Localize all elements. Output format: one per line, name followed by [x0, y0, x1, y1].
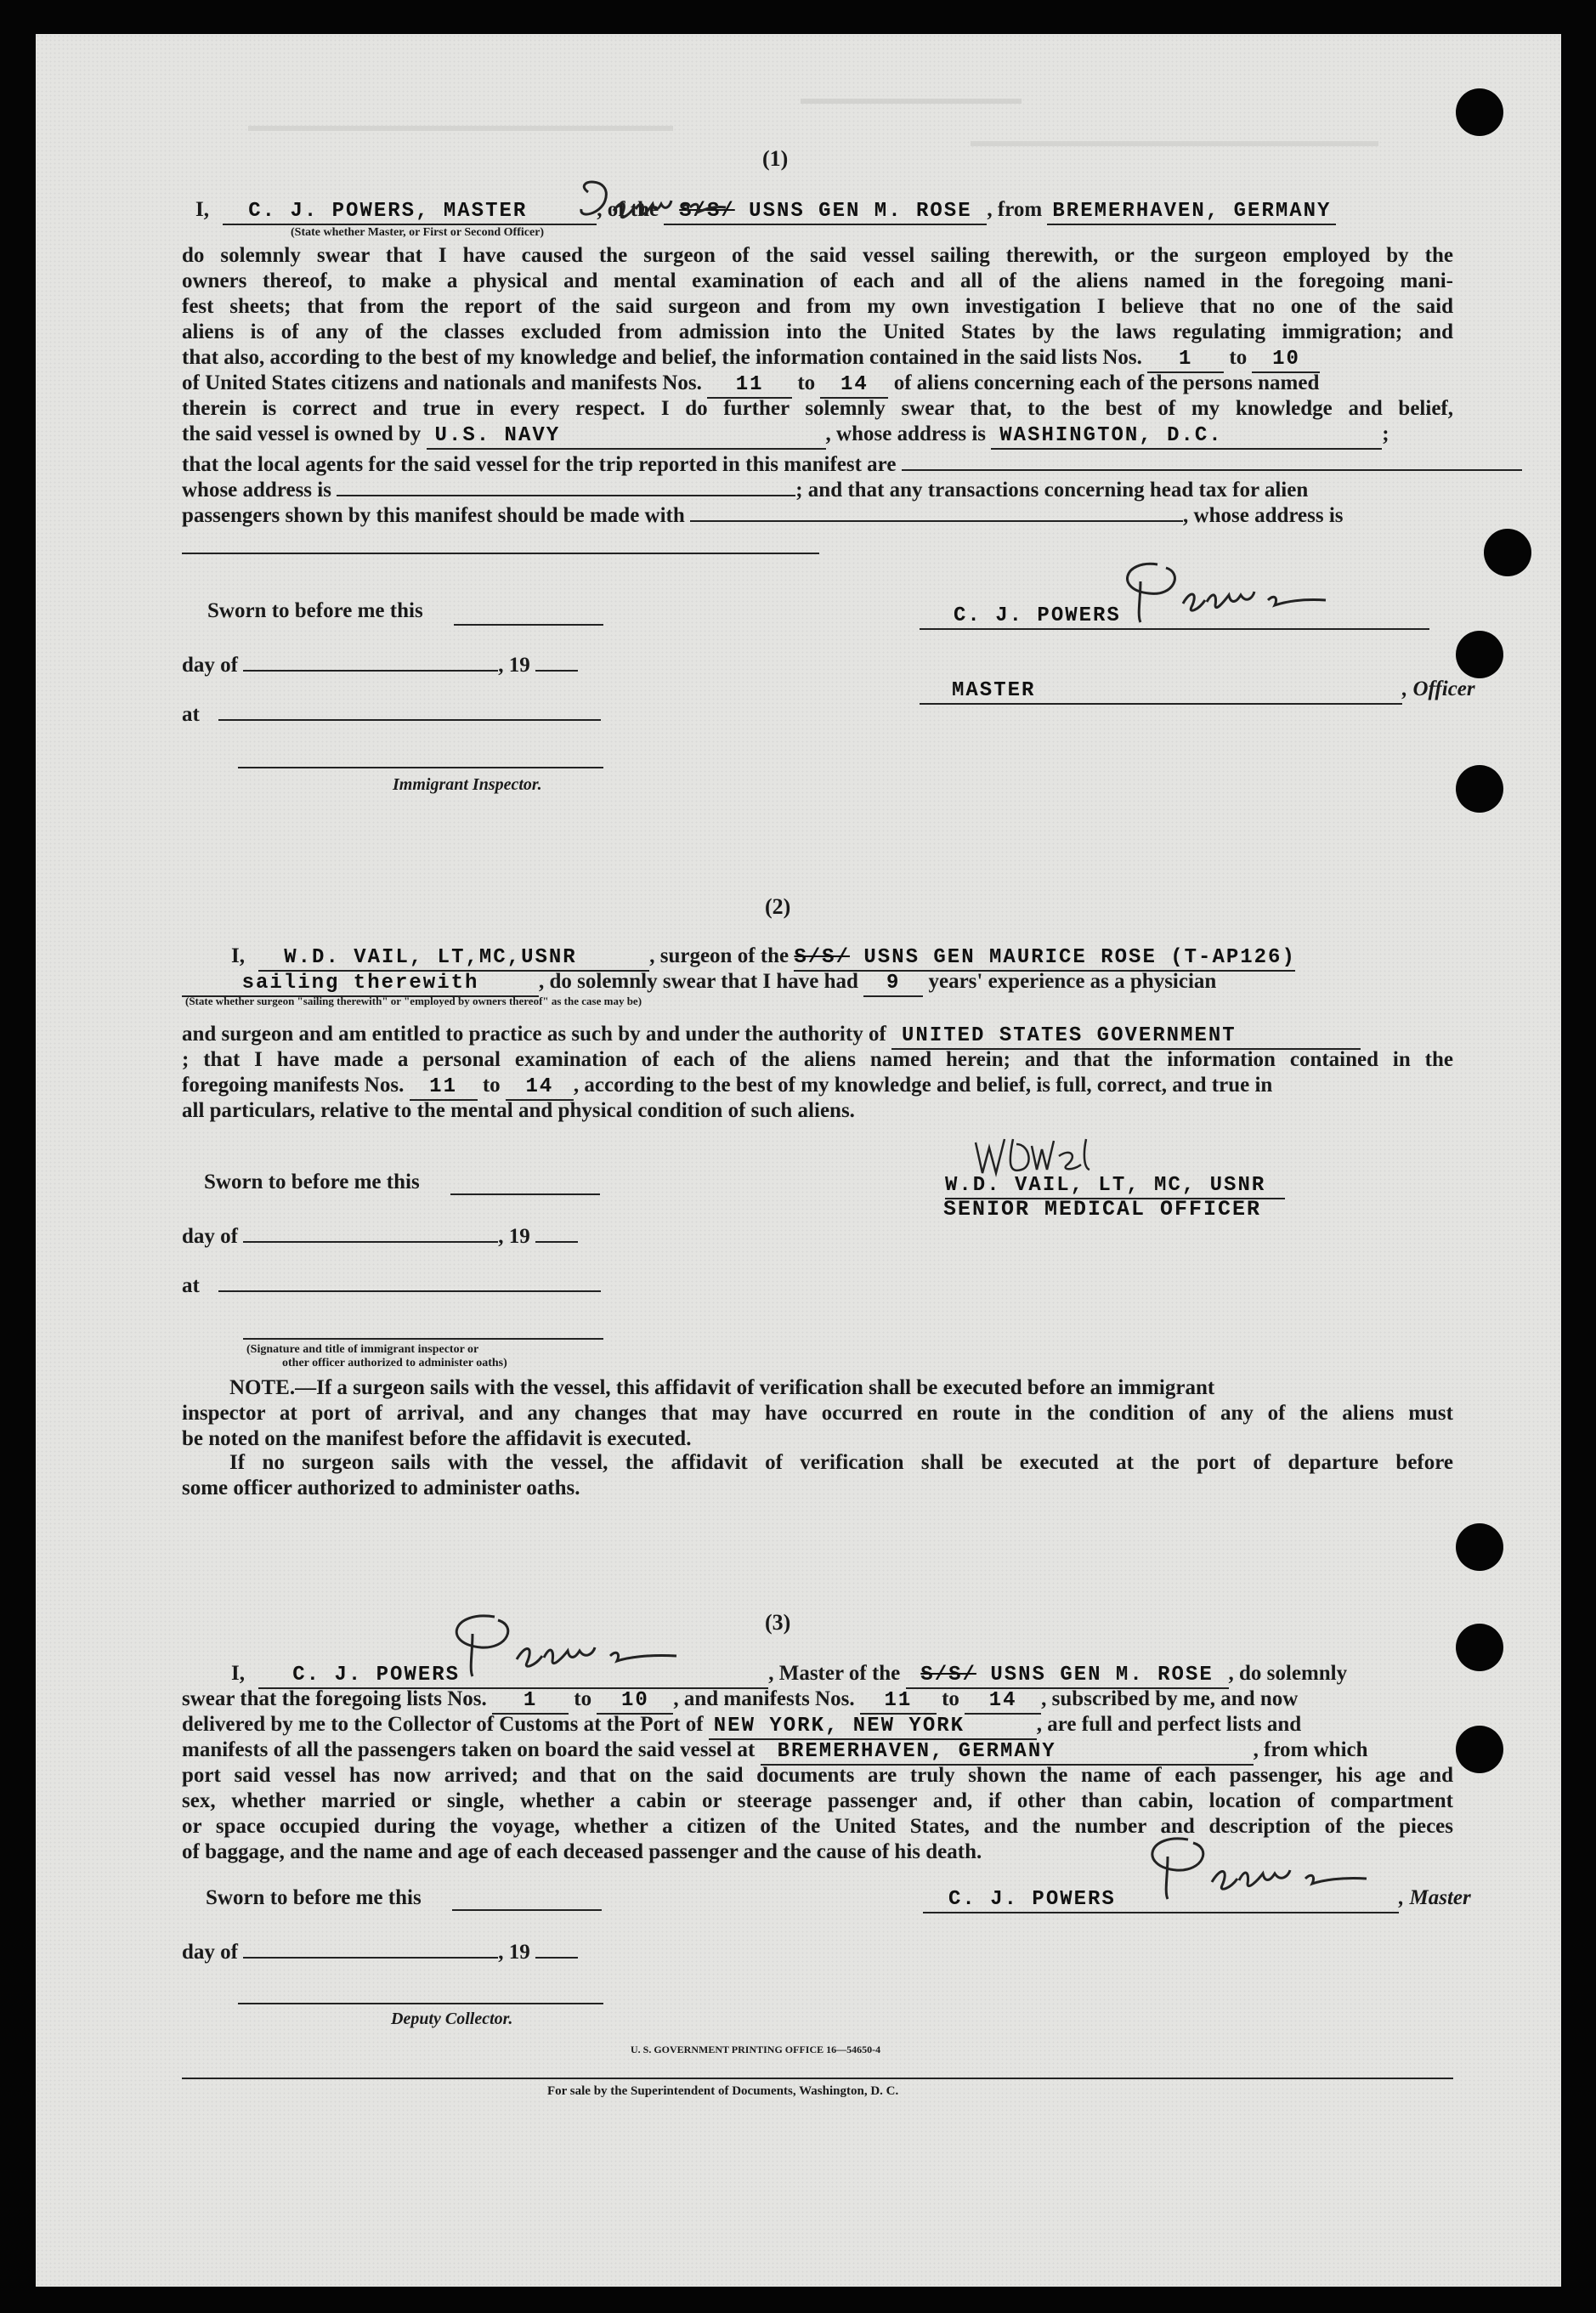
- master-title: MASTER: [920, 679, 1402, 705]
- years-field: 9: [863, 972, 923, 997]
- day-of-field: [243, 1933, 498, 1959]
- punch-hole: [1456, 1726, 1503, 1773]
- master3-signature-block: C. J. POWERS , Master: [923, 1884, 1471, 1913]
- surgeon-name-field: W.D. VAIL, LT,MC,USNR: [258, 946, 649, 972]
- oath1-intro: I, C. J. POWERS, MASTER , of the S/S/ USNS GEN M. ROSE , from BREMERHAVEN, GERMANY: [195, 196, 1336, 225]
- at-line: at: [182, 1267, 601, 1301]
- lists3-from-field: 1: [492, 1689, 569, 1715]
- master3-signature-name: C. J. POWERS: [923, 1888, 1399, 1913]
- master-signature-name: C. J. POWERS: [920, 604, 1429, 630]
- inspector-hint: (Signature and title of immigrant inspector or: [246, 1343, 479, 1356]
- sailing-field: sailing therewith: [182, 972, 539, 997]
- from-port-field: BREMERHAVEN, GERMANY: [1047, 200, 1336, 225]
- surgeon-title: SENIOR MEDICAL OFFICER: [943, 1197, 1262, 1222]
- oath2-text: foregoing manifests Nos. 11 to 14 , according to the best of my knowledge and belief, is full, correct, and true in: [182, 1071, 1272, 1101]
- oath1-text: therein is correct and true in every respect. I do further solemnly swear that, to the best of my knowledge and belief,: [182, 397, 1453, 420]
- collector-label: Deputy Collector.: [391, 2010, 513, 2028]
- address-continuation-line: [182, 553, 819, 554]
- section-number: (3): [765, 1610, 791, 1635]
- sworn-date-line: [452, 1909, 602, 1911]
- manifest3-from-field: 11: [860, 1689, 937, 1715]
- oath1-text: passengers shown by this manifest should be made with , whose address is: [182, 496, 1344, 530]
- day-of-line: day of , 19: [182, 646, 578, 680]
- surgeon-ship-field: S/S/ USNS GEN MAURICE ROSE (T-AP126): [794, 946, 1295, 972]
- master-title-block: MASTER , Officer: [920, 675, 1475, 705]
- handwritten-signature: [1106, 556, 1344, 624]
- collector-port-field: NEW YORK, NEW YORK: [709, 1715, 1037, 1740]
- day-of-field: [243, 1217, 498, 1243]
- master-name-field: C. J. POWERS, MASTER: [223, 200, 597, 225]
- note-text: If no surgeon sails with the vessel, the affidavit of verification shall be executed at the port of departure before: [229, 1451, 1453, 1474]
- punch-hole: [1456, 1624, 1503, 1671]
- punch-hole: [1456, 631, 1503, 678]
- oath1-text: the said vessel is owned by U.S. NAVY , whose address is WASHINGTON, D.C. ;: [182, 420, 1389, 450]
- oath3-text: sex, whether married or single, whether a cabin or steerage passenger and, if other than cabin, location of compartment: [182, 1789, 1453, 1812]
- day-of-line: day of , 19: [182, 1217, 578, 1251]
- oath1-text: that the local agents for the said vessel for the trip reported in this manifest are: [182, 445, 1522, 479]
- ship-name-field: S/S/ USNS GEN M. ROSE: [664, 200, 987, 225]
- surgeon-signature-name: W.D. VAIL, LT, MC, USNR: [945, 1174, 1285, 1199]
- sworn-label: Sworn to before me this: [207, 599, 423, 622]
- at-field: [218, 695, 601, 721]
- manifest-to-field: 14: [820, 373, 888, 399]
- note-text: NOTE.—If a surgeon sails with the vessel, this affidavit of verification shall be executed before an immigrant: [229, 1376, 1215, 1399]
- handwritten-signature: [1132, 1829, 1378, 1902]
- surgeon-hint: (State whether surgeon "sailing therewith" or "employed by owners thereof" as the case may be): [185, 995, 642, 1007]
- sworn-label: Sworn to before me this: [204, 1171, 420, 1193]
- punch-hole: [1484, 529, 1531, 576]
- handwritten-signature: [563, 175, 758, 235]
- oath2-text: sailing therewith , do solemnly swear that I have had 9 years' experience as a physician: [182, 967, 1216, 997]
- head-tax-field: [690, 496, 1183, 522]
- punch-hole: [1456, 765, 1503, 813]
- owner-address-field: WASHINGTON, D.C.: [991, 424, 1382, 450]
- section-number: (1): [762, 146, 789, 171]
- role-hint: (State whether Master, or First or Second Officer): [291, 226, 545, 239]
- surgeon-to-field: 14: [506, 1075, 574, 1101]
- inspector-hint: other officer authorized to administer oaths): [282, 1357, 507, 1369]
- manifest-page: [36, 34, 1561, 2287]
- bleed-through-mark: [971, 128, 1378, 146]
- oath1-text: fest sheets; that from the report of the said surgeon and from my own investigation I believe that no one of the said: [182, 295, 1453, 318]
- oath3-text: of baggage, and the name and age of each deceased passenger and the cause of his death.: [182, 1840, 982, 1863]
- surgeon-from-field: 11: [410, 1075, 478, 1101]
- note-text: be noted on the manifest before the affidavit is executed.: [182, 1427, 692, 1450]
- lists3-to-field: 10: [597, 1689, 673, 1715]
- note-text: some officer authorized to administer oaths.: [182, 1477, 580, 1499]
- oath1-text: that also, according to the best of my knowledge and belief, the information contained in the said lists Nos. 1 to 10: [182, 343, 1320, 373]
- oath2-text: all particulars, relative to the mental and physical condition of such aliens.: [182, 1099, 855, 1122]
- bleed-through-mark: [801, 83, 1022, 104]
- local-agents-field: [902, 445, 1522, 471]
- lists-from-field: 1: [1147, 348, 1224, 373]
- owner-field: U.S. NAVY: [427, 424, 826, 450]
- lists-to-field: 10: [1252, 348, 1320, 373]
- at-line: at: [182, 695, 601, 729]
- punch-hole: [1456, 1523, 1503, 1571]
- oath3-intro: I, C. J. POWERS , Master of the S/S/ USNS GEN M. ROSE , do solemnly: [231, 1659, 1347, 1689]
- oath2-intro: I, W.D. VAIL, LT,MC,USNR , surgeon of the S/S/ USNS GEN MAURICE ROSE (T-AP126): [231, 942, 1295, 972]
- manifest3-to-field: 14: [965, 1689, 1041, 1715]
- oath2-text: ; that I have made a personal examination of each of the aliens named herein; and that the information contained in the: [182, 1048, 1453, 1071]
- day-of-line: day of , 19: [182, 1933, 578, 1967]
- manifest-from-field: 11: [707, 373, 792, 399]
- handwritten-signature: [435, 1607, 690, 1680]
- authority-field: UNITED STATES GOVERNMENT: [891, 1024, 1361, 1050]
- oath3-text: or space occupied during the voyage, whether a citizen of the United States, and the number and description of the pieces: [182, 1815, 1453, 1838]
- year-field: [535, 1933, 578, 1959]
- day-of-field: [243, 646, 498, 672]
- gpo-imprint: U. S. GOVERNMENT PRINTING OFFICE 16—54650-4: [631, 2044, 881, 2055]
- oath1-text: do solemnly swear that I have caused the surgeon of the said vessel sailing therewith, or the surgeon employed by the: [182, 244, 1453, 267]
- note-text: inspector at port of arrival, and any changes that may have occurred en route in the condition of any of the aliens must: [182, 1402, 1453, 1425]
- oath3-text: swear that the foregoing lists Nos. 1 to 10 , and manifests Nos. 11 to 14 , subscribed by me, and now: [182, 1685, 1298, 1715]
- agent-address-field: [337, 471, 795, 496]
- sworn-date-line: [450, 1193, 600, 1195]
- oath1-text: owners thereof, to make a physical and mental examination of each and all of the aliens named in the foregoing mani-: [182, 269, 1453, 292]
- bleed-through-mark: [248, 111, 673, 131]
- section-number: (2): [765, 894, 791, 919]
- footer-rule: [182, 2078, 1453, 2079]
- year-field: [535, 1217, 578, 1243]
- inspector-signature-line: [243, 1338, 603, 1340]
- master3-name-field: C. J. POWERS: [258, 1664, 768, 1689]
- punch-hole: [1456, 88, 1503, 136]
- oath3-text: port said vessel has now arrived; and that on the said documents are truly shown the name of each passenger, his age and: [182, 1764, 1453, 1787]
- sworn-label: Sworn to before me this: [206, 1886, 422, 1909]
- oath1-text: whose address is ; and that any transactions concerning head tax for alien: [182, 471, 1308, 505]
- inspector-label: Immigrant Inspector.: [393, 775, 542, 794]
- at-field: [218, 1267, 601, 1292]
- year-field: [535, 646, 578, 672]
- oath3-text: delivered by me to the Collector of Customs at the Port of NEW YORK, NEW YORK , are full and perfect lists and: [182, 1710, 1301, 1740]
- sale-notice: For sale by the Superintendent of Documents, Washington, D. C.: [547, 2084, 899, 2098]
- oath1-text: of United States citizens and nationals and manifests Nos. 11 to 14 of aliens concerning each of the persons named: [182, 369, 1319, 399]
- oath2-text: and surgeon and am entitled to practice as such by and under the authority of UNITED STATES GOVERNMENT: [182, 1020, 1361, 1050]
- sworn-date-line: [454, 624, 603, 626]
- oath1-text: aliens is of any of the classes excluded from admission into the United States by the laws regulating immigration; and: [182, 320, 1453, 343]
- oath3-text: manifests of all the passengers taken on board the said vessel at BREMERHAVEN, GERMANY , from which: [182, 1736, 1368, 1766]
- board-port-field: BREMERHAVEN, GERMANY: [761, 1740, 1254, 1766]
- inspector-signature-line: [238, 767, 603, 768]
- ship3-field: S/S/ USNS GEN M. ROSE: [906, 1664, 1229, 1689]
